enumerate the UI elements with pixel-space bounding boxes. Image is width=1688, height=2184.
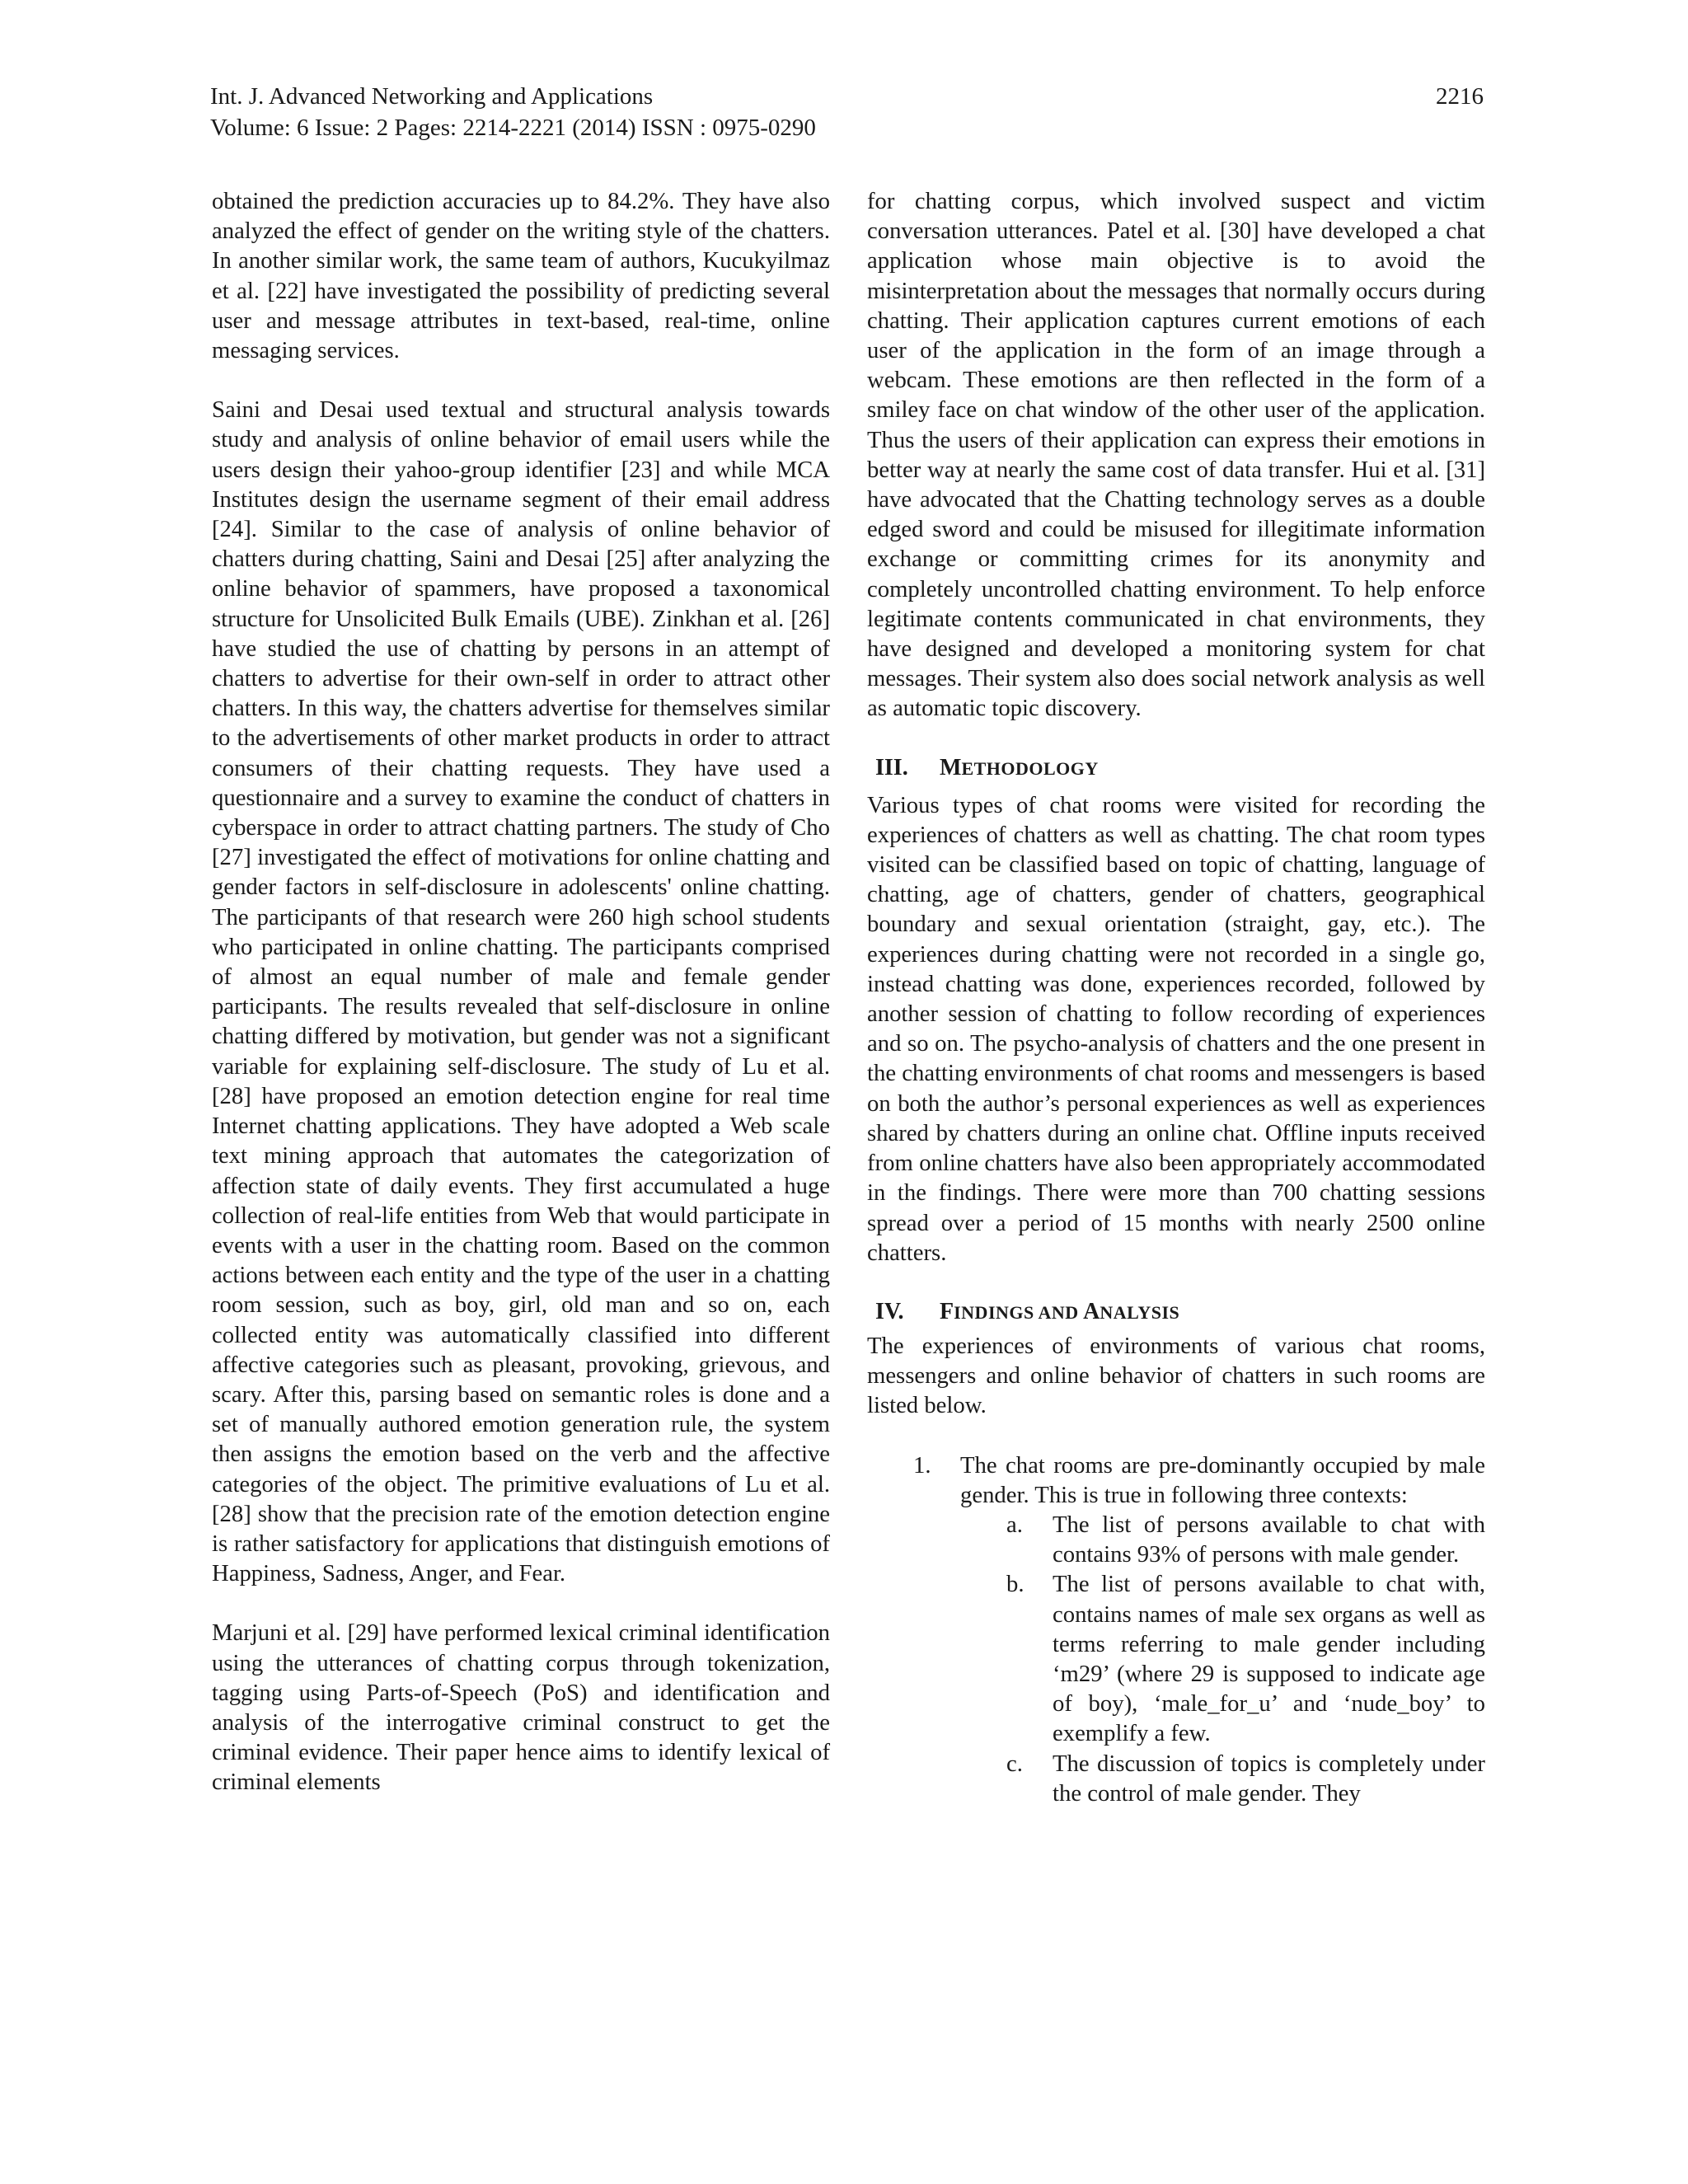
right-column <box>867 186 1485 1808</box>
list-item <box>867 1451 1485 1808</box>
sub-list-text: The discussion of topics is completely under the control of male gender. They <box>1053 1750 1485 1807</box>
section-heading-findings: IV. FINDINGS AND ANALYSIS <box>867 1297 1485 1328</box>
left-paragraph-3: Marjuni et al. [29] have performed lexical criminal identification using the utterances of chatting corpus through tokenization, tagging using Parts-of-Speech (PoS) and identification and analysis of the interrogative criminal construct to get the criminal evidence. Their paper hence aims to identify lexical of criminal elements <box>212 1619 830 1796</box>
journal-title: Int. J. Advanced Networking and Applications <box>210 83 654 110</box>
section-heading-methodology: III. METHODOLOGY <box>867 753 1485 784</box>
sub-list-item <box>960 1569 1485 1748</box>
journal-volume: Volume: 6 Issue: 2 Pages: 2214-2221 (2014) ISSN : 0975-0290 <box>210 115 816 141</box>
page-number: 2216 <box>1436 83 1484 110</box>
page-header <box>210 81 1484 143</box>
findings-intro: The experiences of environments of various chat rooms, messengers and online behavior of chatters in such rooms are listed below. <box>867 1332 1485 1419</box>
section-number: III. <box>875 754 908 780</box>
sub-list <box>960 1510 1485 1808</box>
list-marker: 1. <box>913 1451 931 1479</box>
sub-list-text: The list of persons available to chat with contains 93% of persons with male gender. <box>1053 1511 1485 1568</box>
sub-list-item <box>960 1510 1485 1569</box>
methodology-paragraph: Various types of chat rooms were visited for recording the experiences of chatters as well as chatting. The chat room types visited can be classified based on topic of chatting, language of chatting, age of chatters, gender of chatters, geographical boundary and sexual orientation (straight, gay, etc.). The experiences during chatting were not recorded in a single go, instead chatting was done, experiences recorded, followed by another session of chatting to follow recording of experiences and so on. The psycho-analysis of chatters and the one present in the chatting environments of chat rooms and messengers is based on both the author’s personal experiences as well as experiences shared by chatters during an online chat. Offline inputs received from online chatters have also been appropriately accommodated in the findings. There were more than 700 chatting sessions spread over a period of 15 months with nearly 2500 online chatters. <box>867 791 1485 1266</box>
right-paragraph-1: for chatting corpus, which involved suspect and victim conversation utterances. Patel et al. [30] have developed a chat application whose main objective is to avoid the misinterpretation about the messages that normally occurs during chatting. Their application captures current emotions of each user of the application in the form of an image through a webcam. These emotions are then reflected in the form of a smiley face on chat window of the other user of the application. Thus the users of their application can express their emotions in better way at nearly the same cost of data transfer. Hui et al. [31] have advocated that the Chatting technology serves as a double edged sword and could be misused for illegitimate information exchange or committing crimes for its anonymity and completely uncontrolled chatting environment. To help enforce legitimate contents communicated in chat environments, they have designed and developed a monitoring system for chat messages. Their system also does social network analysis as well as automatic topic discovery. <box>867 188 1485 722</box>
left-paragraph-1: obtained the prediction accuracies up to 84.2%. They have also analyzed the effect of gender on the writing style of the chatters. In another similar work, the same team of authors, Kucukyilmaz et al. [22] have investigated the possibility of predicting several user and message attributes in text-based, real-time, online messaging services. <box>212 188 830 364</box>
left-column <box>212 186 830 1797</box>
sub-list-marker: c. <box>1006 1750 1023 1777</box>
list-item-text: The chat rooms are pre-dominantly occupied by male gender. This is true in following three contexts: <box>960 1451 1485 1508</box>
section-number: IV. <box>875 1298 904 1324</box>
sub-list-text: The list of persons available to chat with, contains names of male sex organs as well as terms referring to male gender including ‘m29’ (where 29 is supposed to indicate age of boy), ‘male_for_u’ and ‘nude_boy’ to exemplify a few. <box>1053 1571 1485 1747</box>
findings-list <box>867 1451 1485 1808</box>
sub-list-item <box>960 1749 1485 1808</box>
sub-list-marker: b. <box>1006 1571 1025 1598</box>
sub-list-marker: a. <box>1006 1511 1023 1538</box>
left-paragraph-2: Saini and Desai used textual and structural analysis towards study and analysis of online behavior of email users while the users design their yahoo-group identifier [23] and while MCA Institutes design the username segment of their email address [24]. Similar to the case of analysis of online behavior of chatters during chatting, Saini and Desai [25] after analyzing the online behavior of spammers, have proposed a taxonomical structure for Unsolicited Bulk Emails (UBE). Zinkhan et al. [26] have studied the use of chatting by persons in an attempt of chatters to advertise for their own-self in order to attract other chatters. In this way, the chatters advertise for themselves similar to the advertisements of other market products in order to attract consumers of their chatting requests. They have used a questionnaire and a survey to examine the conduct of chatters in cyberspace in order to attract chatting partners. The study of Cho [27] investigated the effect of motivations for online chatting and gender factors in self-disclosure in adolescents' online chatting. The participants of that research were 260 high school students who participated in online chatting. The participants comprised of almost an equal number of male and female gender participants. The results revealed that self-disclosure in online chatting differed by motivation, but gender was not a significant variable for explaining self-disclosure. The study of Lu et al. [28] have proposed an emotion detection engine for real time Internet chatting applications. They have adopted a Web scale text mining approach that automates the categorization of affection state of daily events. They first accumulated a huge collection of real-life entities from Web that would participate in events with a user in the chatting room. Based on the common actions between each entity and the type of the user in a chatting room session, such as boy, girl, old man and so on, each collected entity was automatically classified into different affective categories such as pleasant, provoking, grievous, and scary. After this, parsing based on semantic roles is done and a set of manually authored emotion generation rule, the system then assigns the emotion based on the verb and the affective categories of the object. The primitive evaluations of Lu et al. [28] show that the precision rate of the emotion detection engine is rather satisfactory for applications that distinguish emotions of Happiness, Sadness, Anger, and Fear. <box>212 396 830 1587</box>
